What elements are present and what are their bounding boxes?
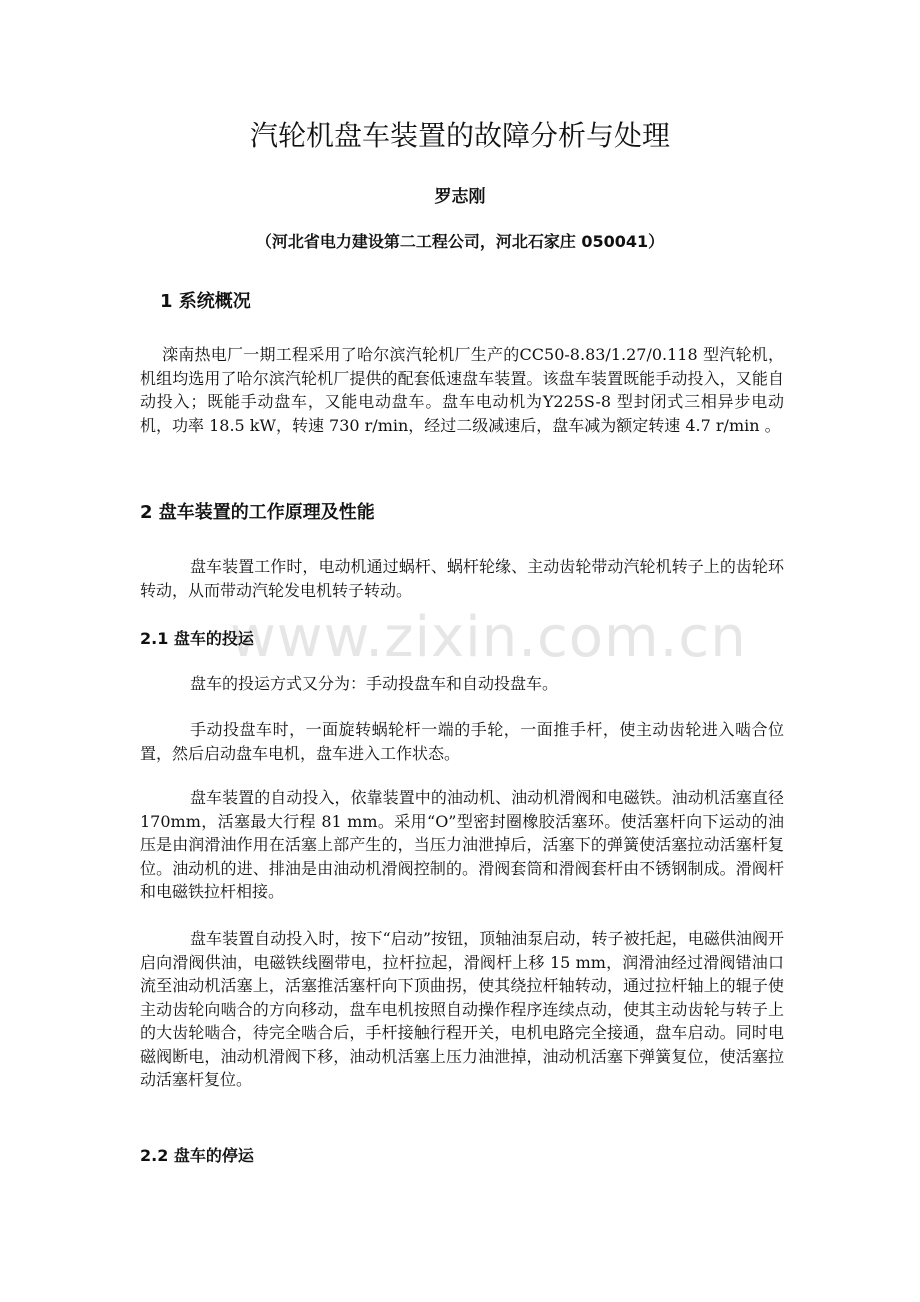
section-2-2-heading: 2.2 盘车的停运: [140, 1146, 254, 1165]
author-name: 罗志刚: [434, 187, 486, 207]
section-2-1-paragraph-4: 盘车装置自动投入时，按下“启动”按钮，顶轴油泵启动，转子被托起，电磁供油阀开启向滑阀供油，电磁铁线圈带电，拉杆拉起，滑阀杆上移 15 mm，润滑油经过滑阀错油口流至油动机活塞上，活塞推活塞杆向下顶曲拐，使其绕拉杆轴转动，通过拉杆轴上的辊子使主动齿轮向啮合的方向移动，盘车电机按照自动操作程序连续点动，使其主动齿轮与转子上的大齿轮啮合，待完全啮合后，手杆接触行程开关，电机电路完全接通，盘车启动。同时电磁阀断电，油动机滑阀下移，油动机活塞上压力油泄掉，油动机活塞下弹簧复位，使活塞拉动活塞杆复位。: [140, 929, 784, 1089]
section-2-heading: 2 盘车装置的工作原理及性能: [140, 502, 375, 523]
section-1-paragraph: 滦南热电厂一期工程采用了哈尔滨汽轮机厂生产的CC50-8.83/1.27/0.118 型汽轮机，机组均选用了哈尔滨汽轮机厂提供的配套低速盘车装置。该盘车装置既能手动投入，又能自动投入；既能手动盘车，又能电动盘车。盘车电动机为Y225S-8 型封闭式三相异步电动机，功率 18.5 kW，转速 730 r/min，经过二级减速后，盘车减为额定转速 4.7 r/min 。: [140, 345, 784, 435]
section-1-heading: 1 系统概况: [160, 291, 251, 312]
section-2-1-paragraph-2: 手动投盘车时，一面旋转蜗轮杆一端的手轮，一面推手杆，使主动齿轮进入啮合位置，然后启动盘车电机，盘车进入工作状态。: [140, 720, 784, 763]
section-2-1-heading: 2.1 盘车的投运: [140, 629, 254, 648]
section-2-paragraph: 盘车装置工作时，电动机通过蜗杆、蜗杆轮缘、主动齿轮带动汽轮机转子上的齿轮环转动，从而带动汽轮发电机转子转动。: [140, 557, 784, 600]
section-2-1-paragraph-3: 盘车装置的自动投入，依靠装置中的油动机、油动机滑阀和电磁铁。油动机活塞直径 170mm，活塞最大行程 81 mm。采用“O”型密封圈橡胶活塞环。使活塞杆向下运动的油压是由润滑油作用在活塞上部产生的，当压力油泄掉后，活塞下的弹簧使活塞拉动活塞杆复位。油动机的进、排油是由油动机滑阀控制的。滑阀套筒和滑阀套杆由不锈钢制成。滑阀杆和电磁铁拉杆相接。: [140, 788, 784, 901]
page-title: 汽轮机盘车装置的故障分析与处理: [249, 119, 670, 152]
author-affiliation: （河北省电力建设第二工程公司，河北石家庄 050041）: [255, 232, 665, 251]
watermark: www.zixin.com.cn: [230, 605, 747, 670]
section-2-1-paragraph-1: 盘车的投运方式又分为：手动投盘车和自动投盘车。: [190, 674, 559, 693]
